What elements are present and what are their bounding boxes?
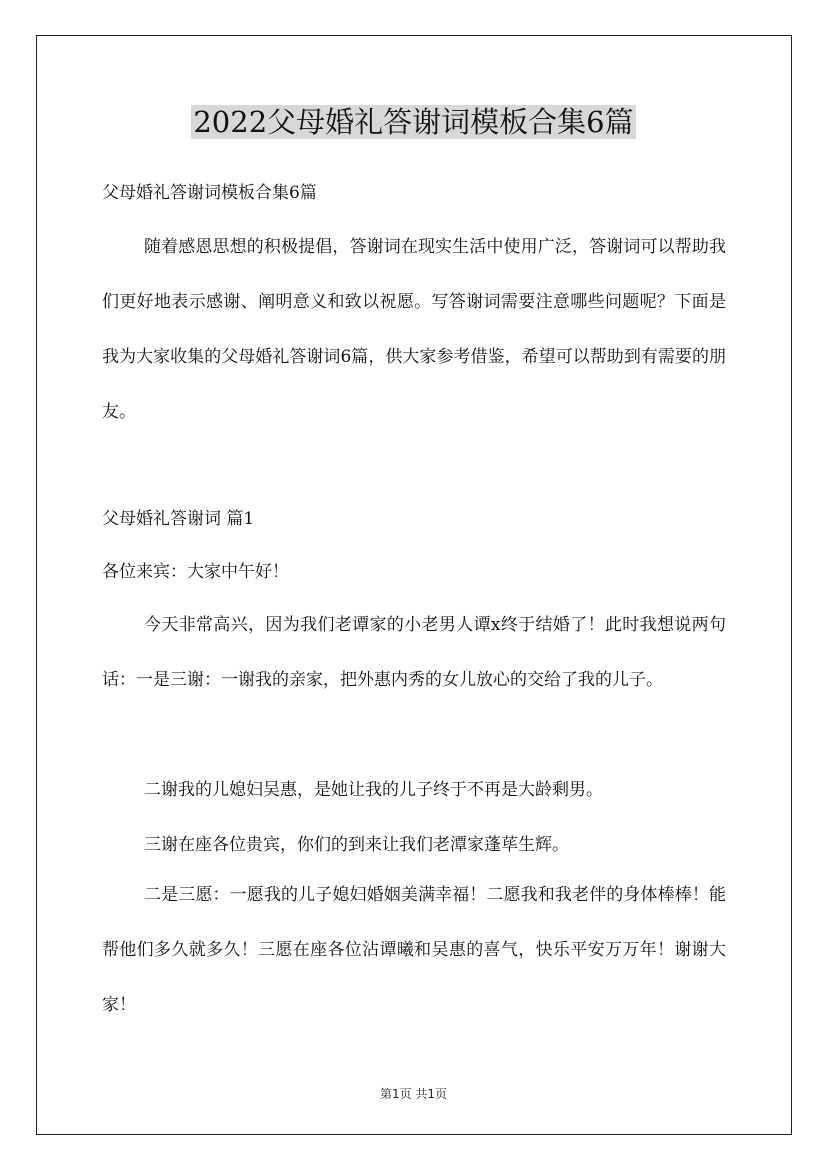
section-heading: 父母婚礼答谢词 篇1 [102,509,255,529]
document-title-text: 2022父母婚礼答谢词模板合集6篇 [193,105,634,139]
paragraph-2: 二谢我的儿媳妇吴惠，是她让我的儿子终于不再是大龄剩男。 [144,780,603,800]
page-number: 第1页 共1页 [379,1087,448,1101]
document-title [0,102,827,142]
intro-paragraph: 随着感恩思想的积极提倡，答谢词在现实生活中使用广泛，答谢词可以帮助我们更好地表示感谢、阐明意义和致以祝愿。写答谢词需要注意哪些问题呢？下面是我为大家收集的父母婚礼答谢词6篇，供大家参考借鉴，希望可以帮助到有需要的朋友。 [102,237,726,422]
greeting: 各位来宾：大家中午好！ [102,562,289,582]
paragraph-1: 今天非常高兴，因为我们老谭家的小老男人谭x终于结婚了！此时我想说两句话：一是三谢：一谢我的亲家，把外惠内秀的女儿放心的交给了我的儿子。 [102,615,726,690]
subtitle: 父母婚礼答谢词模板合集6篇 [102,183,317,203]
paragraph-3: 三谢在座各位贵宾，你们的到来让我们老潭家蓬荜生辉。 [144,835,569,855]
paragraph-4: 二是三愿：一愿我的儿子媳妇婚姻美满幸福！二愿我和我老伴的身体棒棒！能帮他们多久就多久！三愿在座各位沾谭曦和吴惠的喜气，快乐平安万万年！谢谢大家！ [102,885,726,1015]
